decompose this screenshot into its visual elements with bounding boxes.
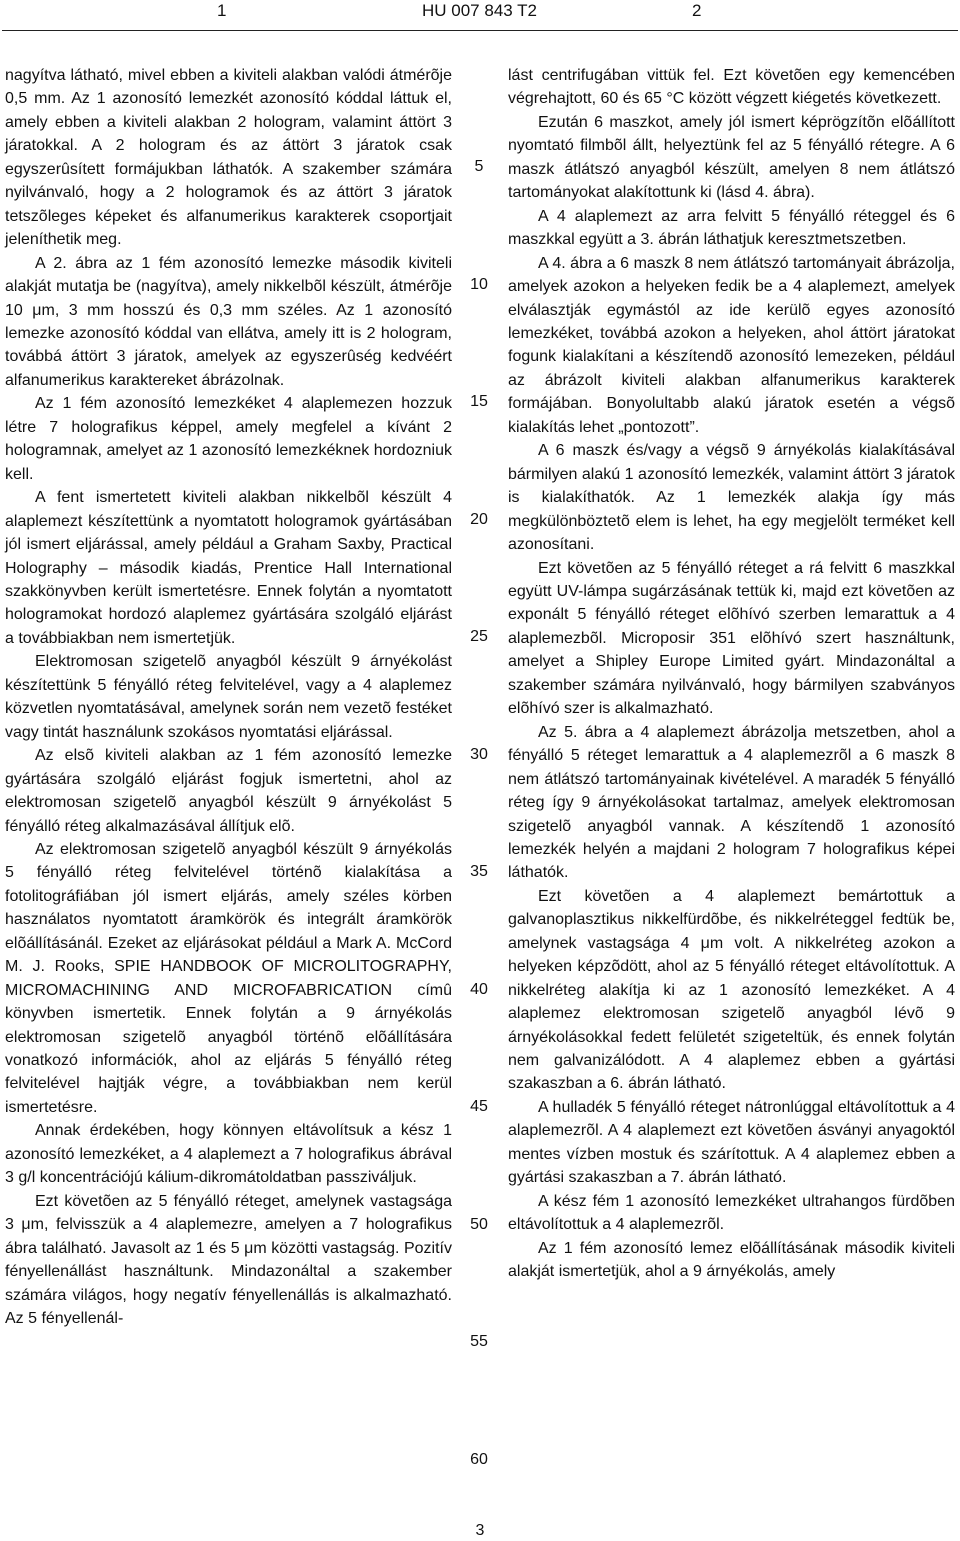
header-rule	[2, 30, 958, 31]
footer-page-number: 3	[475, 1522, 485, 1539]
paragraph: Annak érdekében, hogy könnyen eltávolítsuk a kész 1 azonosító lemezkéket, a 4 alaplemezt a 7 holografikus ábrával 3 g/l koncentrációjú kálium-dikromátoldatban passziváljuk.	[5, 1122, 452, 1187]
paragraph: Ezután 6 maszkot, amely jól ismert képrögzítõn elõállított nyomtató filmbõl állt, helyeztünk fel az 5 fényálló rétegre. A 6 maszk átlátszó anyagból készült, amelyen 8 nem átlátszó tartományokat alakítottunk ki (lásd 4. ábra).	[508, 113, 955, 202]
line-number: 20	[470, 511, 488, 528]
paragraph: Az elektromosan szigetelõ anyagból készült 9 árnyékolás 5 fényálló réteg felvitelével történõ kialakítása a fotolitográfiában jól ismert eljárás, amely széles körben használatos nyomtatott áramkörök és integrált áramkörök elõállításánál. Ezeket az eljárásokat például a Mark A. McCord M. J. Rooks, SPIE HANDBOOK OF MICROLITOGRAPHY, MICROMACHINING AND MICROFABRICATION címû könyvben ismertetik. Ennek folytán a 9 árnyékolás elektromosan szigetelõ anyagból történõ elõállítására vonatkozó információk, ahol az eljárás 5 fényálló réteg felvitelével hajtják végre, a továbbiakban nem kerül ismertetésre.	[5, 840, 452, 1116]
paragraph: Az 1 fém azonosító lemez elõállításának második kiviteli alakját ismertetjük, ahol a 9 árnyékolás, amely	[508, 1239, 955, 1281]
paragraph: A 4. ábra a 6 maszk 8 nem átlátszó tartományait ábrázolja, amelyek azokon a helyeken fedik be a 4 alaplemezt, amelyek elválasztják egymástól az ide kerülõ egyes azonosító lemezkéket, továbbá azokon a helyeken, ahol áttört járatokat fogunk kialakítani a készítendõ azonosító lemezeken, például az ábrázolt kiviteli alakban alfanumerikus karakterek formájában. Bonyolultabb alakú járatok esetén a végsõ kialakítás lehet „pontozott”.	[508, 254, 955, 436]
paragraph: A 2. ábra az 1 fém azonosító lemezke második kiviteli alakját mutatja be (nagyítva), amely nikkelbõl készült, átmérõje 10 μm, 3 mm hosszú és 0,3 mm széles. Az 1 azonosító lemezke azonosító kóddal van ellátva, amely itt is 2 hologram, továbbá áttört 3 járatok, amelyek az egyszerûség kedvéért alfanumerikus karaktereket ábrázolnak.	[5, 254, 452, 389]
paragraph: A kész fém 1 azonosító lemezkéket ultrahangos fürdõben eltávolítottuk a 4 alaplemezrõl.	[508, 1192, 955, 1234]
page-number-left: 1	[217, 1, 227, 20]
document-id: HU 007 843 T2	[422, 1, 537, 20]
line-number: 50	[470, 1216, 488, 1233]
paragraph: Az 5. ábra a 4 alaplemezt ábrázolja metszetben, ahol a fényálló 5 réteget lemarattuk a 4 alaplemezrõl a 6 maszk 8 nem átlátszó tartományainak kivételével. A maradék 5 fényálló réteg így 9 árnyékolásokat tartalmaz, amelyek elektromosan szigetelõ anyagból vannak. A készítendõ 1 azonosító lemezkék helyén a majdani 2 hologram 7 holografikus képei láthatók.	[508, 723, 955, 882]
line-number: 55	[470, 1333, 488, 1350]
paragraph: Elektromosan szigetelõ anyagból készült 9 árnyékolást készítettünk 5 fényálló réteg felvitelével, vagy a 4 alaplemez közvetlen nyomtatásával, amelynek során nem vezetõ festéket vagy tintát használunk szokásos nyomtatási eljárással.	[5, 653, 452, 741]
paragraph: lást centrifugában vittük fel. Ezt követõen egy kemencében végrehajtott, 60 és 65 °C között végzett kiégetés következett.	[508, 67, 955, 108]
left-column	[5, 64, 452, 1330]
line-number: 25	[470, 628, 488, 645]
paragraph: Ezt követõen az 5 fényálló réteget, amelynek vastagsága 3 μm, felvisszük a 4 alaplemezre, amelyen a 7 holografikus ábra található. Javasolt az 1 és 5 μm közötti vastagság. Pozitív fényellenállást használtunk. Mindazonáltal a szakember számára világos, hogy negatív fényellenállás is alkalmazható. Az 5 fényellenál-	[5, 1192, 452, 1328]
paragraph: Az elsõ kiviteli alakban az 1 fém azonosító lemezke gyártására szolgáló eljárást fogjuk ismertetni, ahol az elektromosan szigetelõ anyagból készült 9 árnyékolást 5 fényálló réteg alkalmazásával állítjuk elõ.	[5, 747, 452, 835]
paragraph: A hulladék 5 fényálló réteget nátronlúggal eltávolítottuk a 4 alaplemezrõl. A 4 alaplemezt ezt követõen ásványi anyagoktól mentes vízben mostuk és szárítottuk. A 4 alaplemez ebben a gyártási szakaszban a 7. ábrán látható.	[508, 1098, 955, 1187]
line-number: 60	[470, 1451, 488, 1468]
paragraph: A fent ismertetett kiviteli alakban nikkelbõl készült 4 alaplemezt készítettünk a nyomtatott hologramok gyártásában jól ismert eljárással, amely például a Graham Saxby, Practical Holography – második kiadás, Prentice Hall International szakkönyvben került ismertetésre. Ennek folytán a nyomtatott hologramokat hordozó alaplemez gyártására szolgáló eljárást a továbbiakban nem ismertetjük.	[5, 489, 452, 647]
right-column	[508, 64, 955, 1284]
line-number: 30	[470, 746, 488, 763]
line-number: 5	[474, 158, 484, 175]
line-number: 10	[470, 276, 488, 293]
paragraph: Ezt követõen a 4 alaplemezt bemártottuk a galvanoplasztikus nikkelfürdõbe, és nikkelréteggel fedtük be, amelynek vastagsága 4 μm volt. A nikkelréteg azokon a helyeken képzõdött, ahol az 5 fényálló réteget eltávolítottuk. A nikkelréteg alakítja ki az 1 azonosító lemezkéket. A 4 alaplemez elektromosan szigetelõ anyagból lévõ 9 árnyékolásokkal fedett felületét szigeteltük, és ennek folytán nem galvanizálódott. A 4 alaplemez ebben a gyártási szakaszban a 6. ábrán látható.	[508, 887, 955, 1093]
paragraph: A 6 maszk és/vagy a végsõ 9 árnyékolás kialakításával bármilyen alakú 1 azonosító lemezkék, valamint áttört 3 járatok is kialakíthatók. Az 1 lemezkék alakja így más megkülönböztetõ elem is lehet, ha egy megjelölt terméket kell azonosítani.	[508, 442, 955, 554]
paragraph: nagyítva látható, mivel ebben a kiviteli alakban valódi átmérõje 0,5 mm. Az 1 azonosító lemezkét azonosító kóddal láttuk el, amely ebben a kiviteli alakban 2 hologram, valamint áttört 3 járatokkal. A 2 hologram és az áttört 3 járatok csak egyszerûsített formájukban láthatók. A szakember számára nyilvánvaló, hogy a 2 hologramok és az áttört 3 járatok tetszõleges képeket és alfanumerikus karakterek csoportjait jeleníthetik meg.	[5, 67, 452, 249]
line-number: 40	[470, 981, 488, 998]
line-number: 15	[470, 393, 488, 410]
paragraph: Az 1 fém azonosító lemezkéket 4 alaplemezen hozzuk létre 7 holografikus képpel, amely megfelel a kívánt 2 hologramnak, amelyet az 1 azonosító lemezkéknek hordozniuk kell.	[5, 395, 452, 483]
paragraph: Ezt követõen az 5 fényálló réteget a rá felvitt 6 maszkkal együtt UV-lámpa sugárzásának tettük ki, majd ezt követõen az exponált 5 fényálló réteget elõhívó szerben lemarattuk a 4 alaplemezbõl. Microposir 351 elõhívó szert használtunk, amelyet a Shipley Europe Limited gyárt. Mindazonáltal a szakember számára nyilvánvaló, hogy bármilyen szabványos elõhívó szer is alkalmazható.	[508, 559, 955, 718]
line-number: 35	[470, 863, 488, 880]
page-number-right: 2	[692, 1, 702, 20]
line-number: 45	[470, 1098, 488, 1115]
paragraph: A 4 alaplemezt az arra felvitt 5 fényálló réteggel és 6 maszkkal együtt a 3. ábrán láthatjuk keresztmetszetben.	[508, 207, 955, 249]
